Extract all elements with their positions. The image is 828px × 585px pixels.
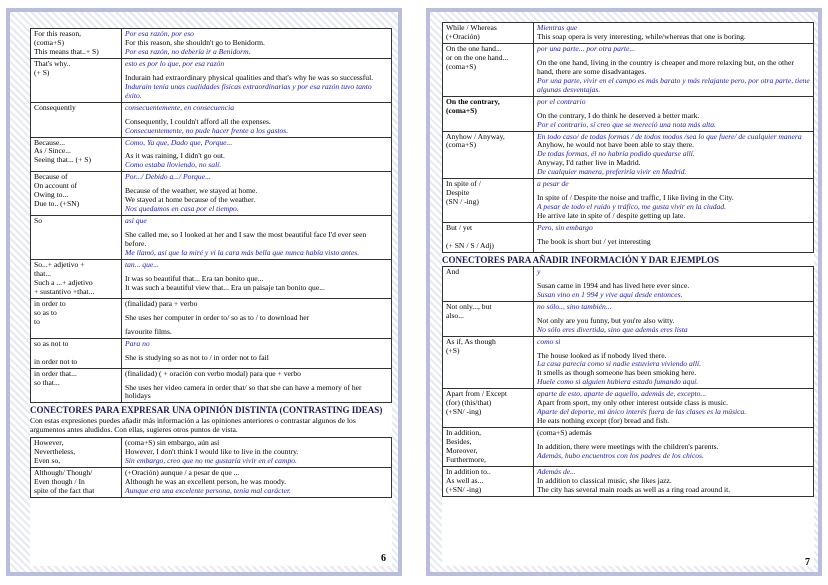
table-row <box>443 301 814 336</box>
example-cell <box>122 172 392 216</box>
connector-cell: As if, As though (+S) <box>443 336 534 389</box>
example-cell <box>122 438 392 468</box>
example-line: It smells as though someone has been smoking here. <box>537 368 697 378</box>
example-cell <box>534 43 814 96</box>
example-line: Pero, sin embargo <box>537 223 593 233</box>
connector-cell: Because of On account of Owing to... Due to.. (+SN) <box>31 172 122 216</box>
example-line: por una parte... por otra parte... <box>537 43 636 53</box>
example-line: Como estaba lloviendo, no salí. <box>125 160 222 170</box>
left-page <box>6 8 402 576</box>
example-cell <box>534 428 814 467</box>
example-cell <box>122 29 392 59</box>
example-line: This soap opera is very interesting, while/whereas that one is boring. <box>537 31 746 41</box>
table-row <box>31 338 392 368</box>
example-line: Como, Ya que, Dado que, Porque... <box>125 137 233 147</box>
connectors-table-contrast-continued <box>442 22 814 253</box>
table-row <box>31 29 392 59</box>
example-line: Although he was an excellent person, he was moody. <box>125 477 287 487</box>
example-cell <box>122 260 392 299</box>
example-line: esto es por lo que, por esa razón <box>125 58 225 68</box>
connectors-table-cause <box>30 28 392 403</box>
table-row <box>443 466 814 496</box>
example-line: favourite films. <box>125 326 172 336</box>
connector-cell: in order that... so that... <box>31 368 122 403</box>
table-row <box>443 96 814 131</box>
table-row <box>31 58 392 102</box>
example-cell <box>122 102 392 137</box>
table-row <box>443 179 814 223</box>
page-number: 6 <box>381 553 386 564</box>
example-line: No sólo eres divertida, sino que además eres lista <box>537 324 688 334</box>
example-line: tan... que... <box>125 260 159 270</box>
example-line: consecuentemente, en consecuencia <box>125 102 235 112</box>
example-line: He arrive late in spite of / despite getting up late. <box>537 211 686 221</box>
example-line: Sin embargo, creo que no me gustaría vivir en el campo. <box>125 456 297 466</box>
right-page <box>426 8 822 576</box>
example-cell <box>534 96 814 131</box>
connector-cell: But / yet (+ SN / S / Adj) <box>443 223 534 253</box>
example-line: A pesar de todo el ruido y tráfico, me gusta vivir en la ciudad. <box>537 202 727 212</box>
example-line: En todo caso/ de todas formas / de todos modos /sea lo que fuere/ de cualquier manera <box>537 131 802 141</box>
example-line: Consequently, I couldn't afford all the expenses. <box>125 116 271 126</box>
example-cell <box>534 131 814 179</box>
table-row <box>443 336 814 389</box>
example-line: De cualquier manera, preferiría vivir en Madrid. <box>537 167 687 177</box>
example-line: Consecuentemente, no pude hacer frente a los gastos. <box>125 125 289 135</box>
example-cell <box>122 58 392 102</box>
example-line: For this reason, she shouldn't go to Benidorm. <box>125 37 265 47</box>
connector-cell: So...+ adjetivo + that... Such a ...+ adjetivo + sustantivo +that... <box>31 260 122 299</box>
example-line: Huele como si alguien hubiera estado fumando aquí. <box>537 377 699 387</box>
table-row <box>31 102 392 137</box>
example-line: Susan vino en 1 994 y vive aquí desde entonces. <box>537 289 683 299</box>
example-cell <box>534 179 814 223</box>
example-line: por el contrario <box>537 96 586 106</box>
example-line: como si <box>537 336 561 346</box>
table-row <box>443 266 814 301</box>
section-intro-text: Con estas expresiones puedes añadir más información a las opiniones anteriores o contrastar algunos de los argumentos antes aludidos. Con ellas, sugieres otros puntos de vista. <box>30 416 356 435</box>
table-row <box>443 23 814 44</box>
example-line: (coma+S) sin embargo, aún así <box>125 438 220 448</box>
example-line: She uses her video camera in order that/ so that she can have a memory of her holidays <box>125 382 362 401</box>
example-line: In addition, there were meetings with the children's parents. <box>537 442 719 452</box>
example-cell <box>534 301 814 336</box>
example-line: The city has several main roads as well as a ring road around it. <box>537 484 731 494</box>
table-row <box>31 468 392 498</box>
example-line: Además de... <box>537 466 576 476</box>
example-line: La casa parecía como si nadie estuviera viviendo allí. <box>537 359 702 369</box>
example-cell <box>534 223 814 253</box>
example-line: (finalidad) para + verbo <box>125 298 198 308</box>
example-line: Because of the weather, we stayed at home. <box>125 186 258 196</box>
table-row <box>31 216 392 260</box>
example-line: He eats nothing except (for) bread and fish. <box>537 416 669 426</box>
example-cell <box>534 266 814 301</box>
example-line: In spite of / Despite the noise and traffic, I like living in the City. <box>537 193 734 203</box>
table-row <box>31 438 392 468</box>
example-line: On the one hand, living in the country is cheaper and more relaxing but, on the other hand, there are some disadvantages. <box>537 57 794 76</box>
example-line: Me llamó, así que la miré y vi la cara más bella que nunca había visto antes. <box>125 248 360 258</box>
connector-cell: so as not to in order not to <box>31 338 122 368</box>
example-line: She called me, so I looked at her and I saw the most beautiful face I'd ever seen before. <box>125 230 367 249</box>
section-title-addition: CONECTORES PARA AÑADIR INFORMACIÓN Y DAR EJEMPLOS <box>442 254 720 265</box>
connector-cell: However, Nevertheless, Even so, <box>31 438 122 468</box>
left-page-content <box>30 28 392 566</box>
example-line: However, I don't think I would like to live in the country. <box>125 447 299 457</box>
example-line: Por.../ Debido a.../ Porque... <box>125 172 211 182</box>
connector-cell: So <box>31 216 122 260</box>
example-line: Apart from sport, my only other interest outside class is music. <box>537 398 729 408</box>
connector-cell: That's why.. (+ S) <box>31 58 122 102</box>
example-line: Además, hubo encuentros con los padres de los chicos. <box>537 451 704 461</box>
example-line: We stayed at home because of the weather. <box>125 195 256 205</box>
connector-cell: Consequently <box>31 102 122 137</box>
example-line: It was such a beautiful view that... Era un paisaje tan bonito que... <box>125 282 325 292</box>
example-line: Aparte del deporte, mi único interés fuera de las clases es la música. <box>537 407 747 417</box>
example-line: Indurain tenía unas cualidades físicas extraordinarias y por esa razón tuvo tanto éxito. <box>125 81 372 100</box>
example-cell <box>122 468 392 498</box>
example-line: Anyway, I'd rather live in Madrid. <box>537 158 641 168</box>
page-number: 7 <box>805 557 810 568</box>
example-line: (finalidad) ( + oración con verbo modal) para que + verbo <box>125 368 301 378</box>
table-row <box>31 137 392 172</box>
example-line: On the contrary, I do think he deserved a better mark. <box>537 110 700 120</box>
example-line: Anyhow, he would not have been able to stay there. <box>537 140 695 150</box>
example-line: aparte de esto, aparte de aquello, además de, excepto... <box>537 389 707 399</box>
connector-cell: Because... As / Since... Seeing that... (+ S) <box>31 137 122 172</box>
table-row <box>443 131 814 179</box>
table-row <box>443 428 814 467</box>
example-cell <box>534 23 814 44</box>
connectors-table-contrast <box>30 437 392 498</box>
example-line: (coma+S) además <box>537 428 592 438</box>
example-cell <box>534 389 814 428</box>
example-cell <box>122 216 392 260</box>
connector-cell: Although/ Though/ Even though / In spite of the fact that <box>31 468 122 498</box>
example-cell <box>122 338 392 368</box>
connector-cell: While / Whereas (+Oración) <box>443 23 534 44</box>
example-line: Por esa razón, por eso <box>125 29 194 38</box>
connector-cell: And <box>443 266 534 301</box>
example-cell <box>122 137 392 172</box>
example-line: no sólo.., sino también... <box>537 301 612 311</box>
connector-cell: In spite of / Despite (SN / -ing) <box>443 179 534 223</box>
example-line: As it was raining, I didn't go out. <box>125 151 225 161</box>
example-line: Indurain had extraordinary physical qualities and that's why he was so successful. <box>125 72 374 82</box>
example-line: The house looked as if nobody lived there. <box>537 350 667 360</box>
example-cell <box>122 298 392 338</box>
example-line: Nos quedamos en casa por el tiempo. <box>125 204 239 214</box>
connector-cell: Not only..., but also... <box>443 301 534 336</box>
example-line: Para no <box>125 338 150 348</box>
example-line: Susan came in 1994 and has lived here ever since. <box>537 280 690 290</box>
example-line: In addition to classical music, she likes jazz. <box>537 475 672 485</box>
table-row <box>443 43 814 96</box>
example-line: Por una parte, vivir en el campo es más barato y más relajante pero, por otra parte, tiene algunas desventajas. <box>537 75 810 94</box>
connector-cell: For this reason, (coma+S) This means that..+ S) <box>31 29 122 59</box>
example-line: y <box>537 266 541 276</box>
table-row <box>31 172 392 216</box>
example-line: The book is short but / yet interesting <box>537 237 651 247</box>
example-line: Mientras que <box>537 23 578 32</box>
connector-cell: On the contrary, (coma+S) <box>443 96 534 131</box>
example-cell <box>122 368 392 403</box>
example-line: It was so beautiful that... Era tan bonito que... <box>125 273 264 283</box>
example-cell <box>534 336 814 389</box>
example-cell <box>534 466 814 496</box>
table-row <box>443 389 814 428</box>
example-line: (+Oración) aunque / a pesar de que ... <box>125 468 240 478</box>
connector-cell: in order to so as to to <box>31 298 122 338</box>
example-line: She is studying so as not to / in order not to fail <box>125 352 269 362</box>
connector-cell: Apart from / Except (for) (this/that) (+SN/ -ing) <box>443 389 534 428</box>
table-row <box>31 368 392 403</box>
connector-cell: In addition to.. As well as... (+SN/ -ing) <box>443 466 534 496</box>
example-line: Por esa razón, no debería ir a Benidorm. <box>125 46 251 56</box>
table-row <box>31 260 392 299</box>
section-title-contrast: CONECTORES PARA EXPRESAR UNA OPINIÓN DISTINTA (CONTRASTING IDEAS) <box>30 405 383 416</box>
example-line: Not only are you funny, but you're also witty. <box>537 315 675 325</box>
example-line: así que <box>125 216 147 226</box>
example-line: a pesar de <box>537 179 569 189</box>
connector-cell: On the one hand... or on the one hand... (coma+S) <box>443 43 534 96</box>
example-line: De todas formas, él no habría podido quedarse allí. <box>537 149 695 159</box>
table-row <box>31 298 392 338</box>
table-row <box>443 223 814 253</box>
connectors-table-addition <box>442 266 814 497</box>
right-page-content <box>442 22 814 566</box>
connector-cell: In addition, Besides, Moreover, Furthermore, <box>443 428 534 467</box>
connector-cell: Anyhow / Anyway, (coma+S) <box>443 131 534 179</box>
example-line: Por el contrario, sí creo que se mereció una nota más alta. <box>537 119 716 129</box>
example-line: She uses her computer in order to/ so as to / to download her <box>125 312 310 322</box>
example-line: Aunque era una excelente persona, tenía mal carácter. <box>125 485 291 495</box>
